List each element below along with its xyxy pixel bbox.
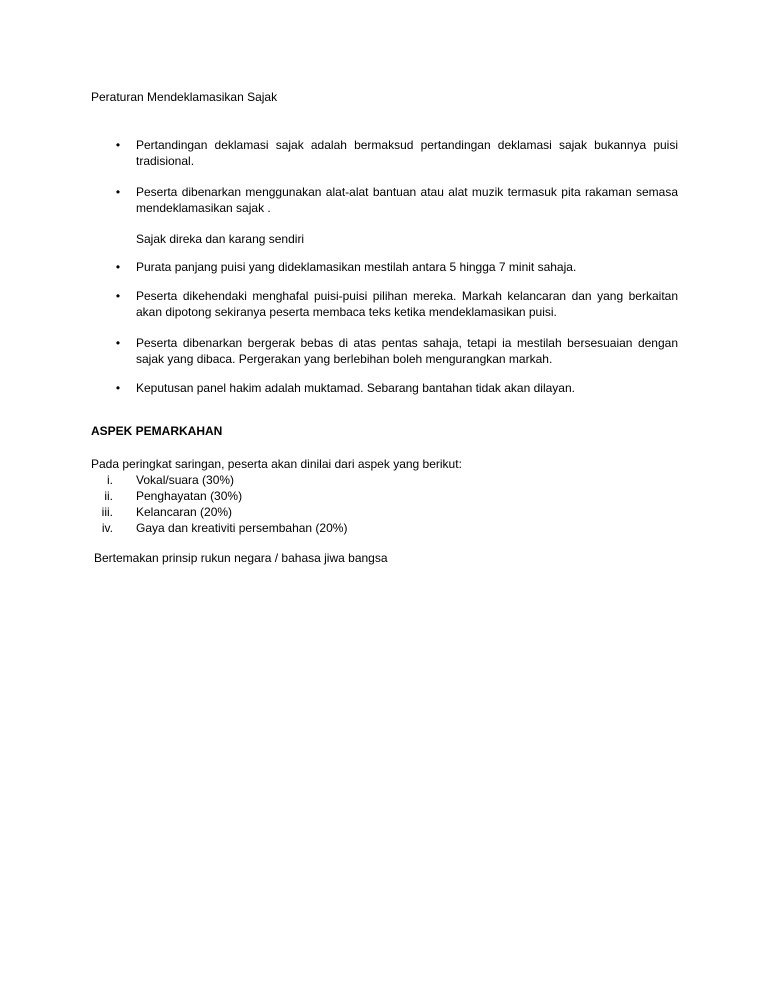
criteria-label: Vokal/suara (30%) [136,473,235,487]
bullet-icon: • [115,336,121,350]
criteria-label: Kelancaran (20%) [136,505,233,519]
criteria-number: iii. [101,505,113,519]
criteria-number: i. [107,473,113,487]
section-heading: ASPEK PEMARKAHAN [91,424,223,438]
rule-note: Sajak direka dan karang sendiri [136,232,305,246]
rules-list [91,137,678,396]
criteria-number: iv. [101,521,113,535]
rule-item [91,259,678,275]
rule-text: Peserta dikehendaki menghafal puisi-puisi pilihan mereka. Markah kelancaran dan yang berkaitan akan dipotong sekiranya peserta membaca teks ketika mendeklamasikan puisi. [136,289,678,319]
rule-item [91,380,678,396]
criteria-intro: Pada peringkat saringan, peserta akan dinilai dari aspek yang berikut: [91,457,462,471]
document-title: Peraturan Mendeklamasikan Sajak [91,90,278,104]
bullet-icon: • [115,138,121,152]
bullet-icon: • [115,381,121,395]
rule-text: Peserta dibenarkan bergerak bebas di atas pentas sahaja, tetapi ia mestilah bersesuaian dengan sajak yang dibaca. Pergerakan yang berlebihan boleh mengurangkan markah. [136,336,678,366]
rule-text: Peserta dibenarkan menggunakan alat-alat bantuan atau alat muzik termasuk pita rakaman semasa mendeklamasikan sajak . [136,185,678,215]
criteria-label: Penghayatan (30%) [136,489,243,503]
rule-text: Purata panjang puisi yang dideklamasikan mestilah antara 5 hingga 7 minit sahaja. [136,260,577,274]
rule-text: Pertandingan deklamasi sajak adalah bermaksud pertandingan deklamasi sajak bukannya puisi tradisional. [136,138,678,168]
bullet-icon: • [115,289,121,303]
rule-text: Keputusan panel hakim adalah muktamad. Sebarang bantahan tidak akan dilayan. [136,381,575,395]
theme-text: Bertemakan prinsip rukun negara / bahasa jiwa bangsa [94,551,388,565]
criteria-label: Gaya dan kreativiti persembahan (20%) [136,521,348,535]
rule-item [91,288,678,320]
bullet-icon: • [115,185,121,199]
rule-item [91,184,678,216]
criteria-number: ii. [104,489,113,503]
bullet-icon: • [115,260,121,274]
rule-item [91,137,678,169]
rule-item [91,335,678,367]
